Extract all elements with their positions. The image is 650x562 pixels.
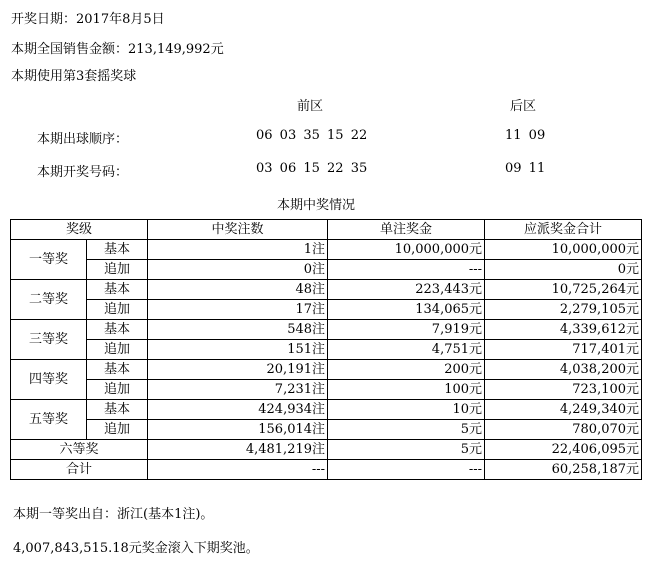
unit-prize: 134,065元	[328, 300, 485, 320]
bet-type: 基本	[87, 280, 148, 300]
tier-name: 三等奖	[11, 320, 87, 360]
tier-name: 二等奖	[11, 280, 87, 320]
table-row	[11, 240, 642, 260]
prize-total: 723,100元	[485, 380, 642, 400]
bet-type: 追加	[87, 260, 148, 280]
winner-count: 1注	[148, 240, 328, 260]
header-tier: 奖级	[11, 220, 148, 240]
unit-prize: 4,751元	[328, 340, 485, 360]
sum-label: 合计	[11, 460, 148, 480]
prize-total: 10,725,264元	[485, 280, 642, 300]
winner-count: 156,014注	[148, 420, 328, 440]
draw-order-label: 本期出球顺序：	[37, 132, 129, 147]
winning-numbers-front: 03 06 15 22 35	[256, 161, 368, 176]
first-prize-origin: 本期一等奖出自：浙江(基本1注)。	[13, 507, 214, 522]
prize-total: 4,339,612元	[485, 320, 642, 340]
bet-type: 基本	[87, 320, 148, 340]
winner-count: 548注	[148, 320, 328, 340]
table-row	[11, 300, 642, 320]
winner-count: 48注	[148, 280, 328, 300]
winner-count: 424,934注	[148, 400, 328, 420]
rollover-amount: 4,007,843,515.18元奖金滚入下期奖池。	[13, 541, 259, 556]
unit-prize: ---	[328, 260, 485, 280]
bet-type: 追加	[87, 380, 148, 400]
back-zone-label: 后区	[510, 99, 537, 114]
table-row	[11, 280, 642, 300]
draw-order-back: 11 09	[505, 128, 546, 143]
prize-total: 717,401元	[485, 340, 642, 360]
unit-prize: 5元	[328, 440, 485, 460]
bet-type: 基本	[87, 360, 148, 380]
bet-type: 追加	[87, 340, 148, 360]
table-row	[11, 400, 642, 420]
unit-prize: 10,000,000元	[328, 240, 485, 260]
sales-amount: 本期全国销售金额：213,149,992元	[11, 42, 224, 57]
unit-prize: 200元	[328, 360, 485, 380]
winning-numbers-back: 09 11	[505, 161, 546, 176]
section-title: 本期中奖情况	[277, 198, 356, 213]
table-row-total	[11, 460, 642, 480]
bet-type: 基本	[87, 240, 148, 260]
table-row	[11, 320, 642, 340]
header-count: 中奖注数	[148, 220, 328, 240]
tier-name: 四等奖	[11, 360, 87, 400]
winner-count: 4,481,219注	[148, 440, 328, 460]
bet-type: 追加	[87, 420, 148, 440]
header-prize: 单注奖金	[328, 220, 485, 240]
tier-name: 一等奖	[11, 240, 87, 280]
prize-total: 22,406,095元	[485, 440, 642, 460]
table-row	[11, 420, 642, 440]
prize-total: 2,279,105元	[485, 300, 642, 320]
unit-prize: 223,443元	[328, 280, 485, 300]
winner-count: 151注	[148, 340, 328, 360]
table-row	[11, 440, 642, 460]
prize-total: 4,249,340元	[485, 400, 642, 420]
unit-prize: 7,919元	[328, 320, 485, 340]
bet-type: 追加	[87, 300, 148, 320]
table-header-row	[11, 220, 642, 240]
table-row	[11, 340, 642, 360]
prize-total: 10,000,000元	[485, 240, 642, 260]
winning-numbers-label: 本期开奖号码：	[37, 165, 129, 180]
draw-date: 开奖日期：2017年8月5日	[11, 12, 165, 27]
winner-count: 0注	[148, 260, 328, 280]
prize-total: 0元	[485, 260, 642, 280]
bet-type: 基本	[87, 400, 148, 420]
header-total: 应派奖金合计	[485, 220, 642, 240]
prize-total: 780,070元	[485, 420, 642, 440]
ball-set-info: 本期使用第3套摇奖球	[11, 69, 137, 84]
sum-total: 60,258,187元	[485, 460, 642, 480]
front-zone-label: 前区	[297, 99, 324, 114]
winner-count: 17注	[148, 300, 328, 320]
unit-prize: 5元	[328, 420, 485, 440]
tier-name: 五等奖	[11, 400, 87, 440]
prize-total: 4,038,200元	[485, 360, 642, 380]
prize-table	[10, 219, 642, 480]
tier-name: 六等奖	[11, 440, 148, 460]
unit-prize: 100元	[328, 380, 485, 400]
table-row	[11, 380, 642, 400]
table-row	[11, 360, 642, 380]
unit-prize: 10元	[328, 400, 485, 420]
winner-count: 7,231注	[148, 380, 328, 400]
table-row	[11, 260, 642, 280]
sum-prize: ---	[328, 460, 485, 480]
sum-count: ---	[148, 460, 328, 480]
winner-count: 20,191注	[148, 360, 328, 380]
draw-order-front: 06 03 35 15 22	[256, 128, 368, 143]
